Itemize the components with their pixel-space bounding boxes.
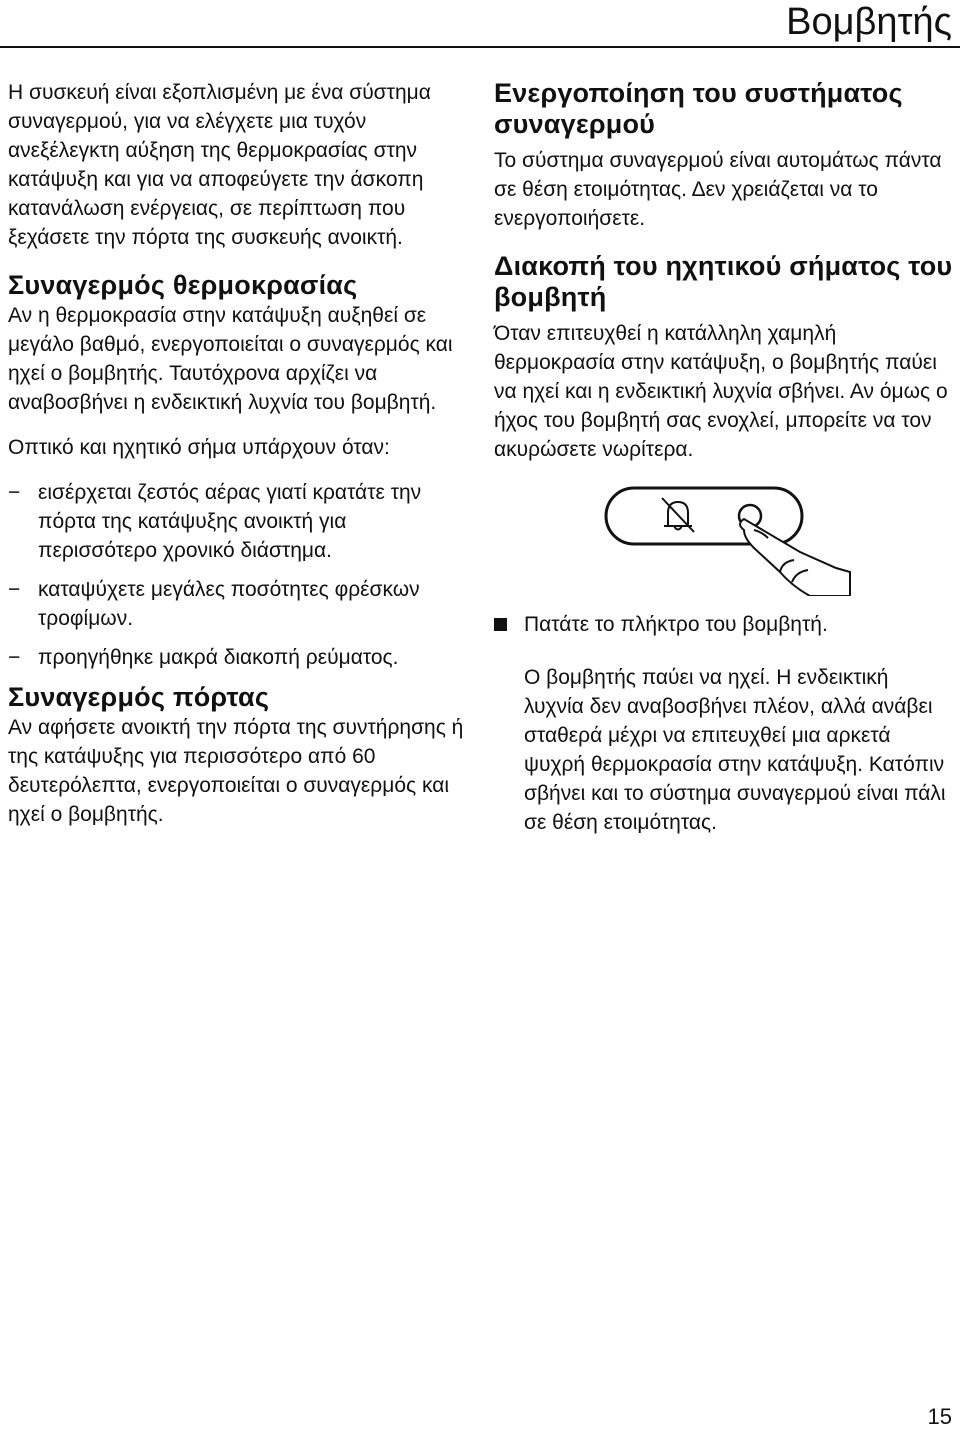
activation-heading: Ενεργοποίηση του συστήματος συναγερμού bbox=[494, 78, 903, 139]
signal-paragraph: Οπτικό και ηχητικό σήμα υπάρχουν όταν: bbox=[8, 436, 390, 459]
right-column bbox=[494, 78, 954, 837]
temp-alarm-heading: Συναγερμός θερμοκρασίας bbox=[8, 270, 358, 300]
list-item: − προηγήθηκε μακρά διακοπή ρεύματος. bbox=[8, 643, 468, 672]
stop-buzzer-heading: Διακοπή του ηχητικού σήματος του βομβητή bbox=[494, 251, 953, 312]
list-item: − εισέρχεται ζεστός αέρας γιατί κρατάτε την πόρτα της κατάψυξης ανοικτή για περισσότερο χρονικό διάστημα. bbox=[8, 478, 468, 565]
step-text: Πατάτε το πλήκτρο του βομβητή. bbox=[524, 613, 828, 636]
temp-alarm-paragraph: Αν η θερμοκρασία στην κατάψυξη αυξηθεί σε μεγάλο βαθμό, ενεργοποιείται ο συναγερμός και ηχεί ο βομβητής. Ταυτόχρονα αρχίζει να αναβοσβήνει η ενδεικτική λυχνία του βομβητή. bbox=[8, 304, 453, 414]
door-alarm-heading: Συναγερμός πόρτας bbox=[8, 682, 270, 712]
door-alarm-paragraph: Αν αφήσετε ανοικτή την πόρτα της συντήρησης ή της κατάψυξης για περισσότερο από 60 δευτερόλεπτα, ενεργοποιείται ο συναγερμός και ηχεί ο βομβητής. bbox=[8, 716, 464, 826]
activation-paragraph: Το σύστημα συναγερμού είναι αυτομάτως πάντα σε θέση ετοιμότητας. Δεν χρειάζεται να το ενεργοποιήσετε. bbox=[494, 149, 942, 230]
stop-buzzer-paragraph: Όταν επιτευχθεί η κατάλληλη χαμηλή θερμοκρασία στην κατάψυξη, ο βομβητής παύει να ηχεί και η ενδεικτική λυχνία σβήνει. Αν όμως ο ήχος του βομβητή σας ενοχλεί, μπορείτε να τον ακυρώσετε νωρίτερα. bbox=[494, 322, 948, 461]
page-header-title: Βομβητής bbox=[786, 1, 952, 43]
page-number: 15 bbox=[927, 1404, 952, 1429]
list-item: − καταψύχετε μεγάλες ποσότητες φρέσκων τροφίμων. bbox=[8, 575, 468, 633]
result-paragraph: Ο βομβητής παύει να ηχεί. Η ενδεικτική λυχνία δεν αναβοσβήνει πλέον, αλλά ανάβει σταθερά μέχρι να επιτευχθεί μια αρκετά ψυχρή θερμοκρασία στην κατάψυξη. Κατόπιν σβήνει και το σύστημα συναγερμού είναι πάλι σε θέση ετοιμότητας. bbox=[524, 666, 946, 834]
header-divider bbox=[0, 46, 960, 48]
alarm-button-illustration bbox=[604, 486, 854, 596]
instruction-step bbox=[494, 610, 954, 639]
signal-conditions-list bbox=[8, 478, 468, 672]
left-column bbox=[8, 78, 468, 829]
intro-paragraph: Η συσκευή είναι εξοπλισμένη με ένα σύστημα συναγερμού, για να ελέγχετε μια τυχόν ανεξέλεγκτη αύξηση της θερμοκρασίας στην κατάψυξη και για να αποφεύγετε την άσκοπη κατανάλωση ενέργειας, σε περίπτωση που ξεχάσετε την πόρτα της συσκευής ανοικτή. bbox=[8, 81, 431, 249]
alarm-off-button-icon bbox=[604, 486, 854, 596]
square-bullet-icon bbox=[494, 618, 507, 631]
